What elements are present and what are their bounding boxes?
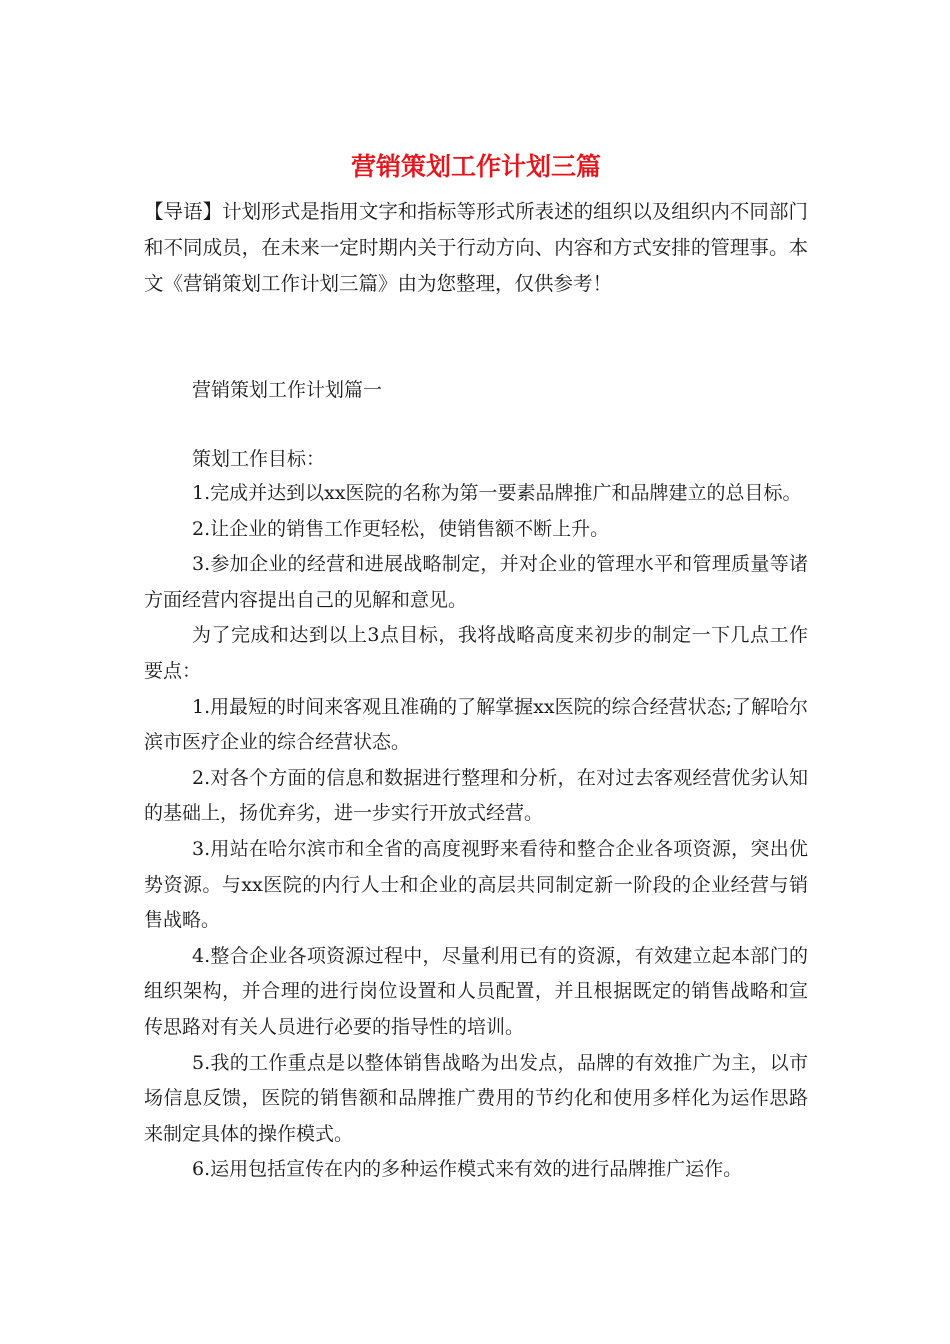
section-heading: 营销策划工作计划篇一 (192, 379, 383, 401)
body-paragraph: 6.运用包括宣传在内的多种运作模式来有效的进行品牌推广运作。 (192, 1158, 743, 1181)
body-paragraph: 2.让企业的销售工作更轻松，使销售额不断上升。 (192, 517, 610, 540)
body-paragraph: 2.对各个方面的信息和数据进行整理和分析，在对过去客观经营优劣认知的基础上，扬优弃劣，进一步实行开放式经营。 (144, 766, 808, 825)
document-title: 营销策划工作计划三篇 (350, 152, 601, 181)
body-paragraph: 3.用站在哈尔滨市和全省的高度视野来看待和整合企业各项资源，突出优势资源。与xx医院的内行人士和企业的高层共同制定新一阶段的企业经营与销售战略。 (144, 837, 808, 932)
body-paragraph: 1.用最短的时间来客观且准确的了解掌握xx医院的综合经营状态;了解哈尔滨市医疗企业的综合经营状态。 (144, 695, 808, 754)
goals-label: 策划工作目标： (192, 448, 326, 470)
body-paragraph: 为了完成和达到以上3点目标，我将战略高度来初步的制定一下几点工作要点： (144, 624, 808, 682)
body-paragraph: 1.完成并达到以xx医院的名称为第一要素品牌推广和品牌建立的总目标。 (192, 482, 802, 504)
body-paragraph: 5.我的工作重点是以整体销售战略为出发点，品牌的有效推广为主，以市场信息反馈，医院的销售额和品牌推广费用的节约化和使用多样化为运作思路来制定具体的操作模式。 (144, 1051, 808, 1145)
body-paragraph: 3.参加企业的经营和进展战略制定，并对企业的管理水平和管理质量等诸方面经营内容提出自己的见解和意见。 (144, 553, 808, 611)
intro-paragraph: 【导语】计划形式是指用文字和指标等形式所表述的组织以及组织内不同部门和不同成员，在未来一定时期内关于行动方向、内容和方式安排的管理事。本文《营销策划工作计划三篇》由为您整理，仅供参考！ (144, 200, 808, 295)
body-content (144, 476, 808, 1188)
body-paragraph: 4.整合企业各项资源过程中，尽量利用已有的资源，有效建立起本部门的组织架构，并合理的进行岗位设置和人员配置，并且根据既定的销售战略和宣传思路对有关人员进行必要的指导性的培训。 (144, 944, 808, 1038)
